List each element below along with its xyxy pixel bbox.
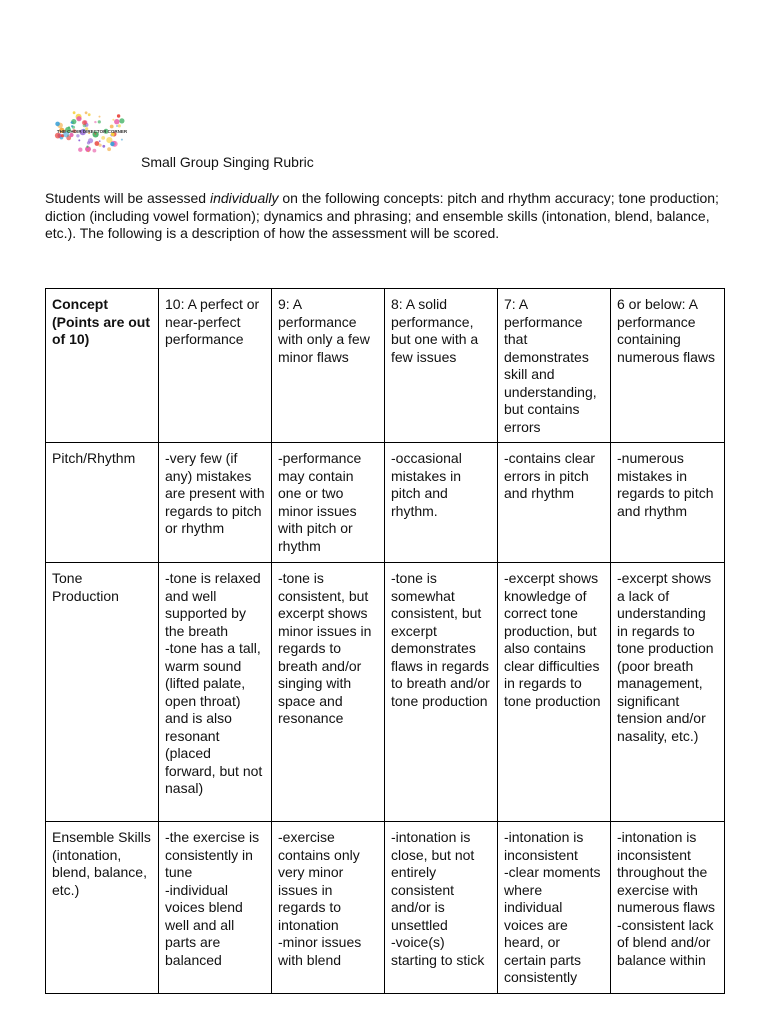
intro-text-start: Students will be assessed [45,190,210,206]
logo-confetti-dot [71,122,73,124]
criteria-line: -clear moments where individual voices are heard, or certain parts consistently [504,864,601,985]
score-7-cell [498,822,611,994]
logo-confetti-dot [117,114,120,117]
score-8-cell [385,443,498,563]
logo-confetti-dot [87,141,90,144]
score-10-cell [159,822,272,994]
score-9-cell [272,443,385,563]
score-7-cell [498,563,611,822]
logo-confetti-dot [110,125,114,129]
logo-confetti-dot [55,122,60,127]
score-10-cell [159,443,272,563]
rubric-row-pitch-rhythm [46,443,725,563]
logo-confetti-dot [116,125,118,127]
intro-paragraph [45,190,725,243]
concept-cell: Pitch/Rhythm [46,443,159,563]
criteria-line: -tone is consistent, but excerpt shows minor issues in regards to breath and/or singing with space and resonance [278,570,372,726]
criteria-line: -individual voices blend well and all parts are balanced [165,881,243,968]
criteria-line: -contains clear errors in pitch and rhythm [504,450,596,501]
logo-confetti-dot [102,145,105,148]
logo-confetti-dot [101,136,105,140]
rubric-row-ensemble-skills [46,822,725,994]
logo-confetti-dot [76,116,81,121]
logo-confetti-dot [88,113,91,116]
header-score-7: 7: A performance that demonstrates skill and understanding, but contains errors [498,289,611,443]
rubric-table [45,288,725,994]
logo-confetti-dot [76,134,79,137]
criteria-line: -intonation is inconsistent throughout the exercise with numerous flaws [617,829,716,915]
criteria-line: -exercise contains only very minor issues in regards to intonation [278,829,360,933]
logo-confetti-dot [99,116,101,118]
logo-confetti-dot [99,144,102,147]
logo-confetti-dot [93,149,97,153]
concept-cell: Tone Production [46,563,159,822]
logo-confetti-dot [112,119,114,121]
criteria-line: -tone has a tall, warm sound (lifted palate, open throat) and is also resonant (placed forward, but not nasal) [165,640,263,796]
intro-emphasis: individually [209,190,279,206]
criteria-line: -numerous mistakes in regards to pitch and rhythm [617,450,714,519]
logo-confetti-dot [94,121,96,123]
rubric-row-tone-production [46,563,725,822]
criteria-line: -the exercise is consistently in tune [165,829,260,880]
score-6-cell [611,443,725,563]
header-score-8: 8: A solid performance, but one with a few issues [385,289,498,443]
criteria-line: -intonation is inconsistent [504,829,584,863]
logo-confetti-dot [110,142,114,146]
criteria-line: -excerpt shows a lack of understanding in regards to tone production (poor breath management, significant tension and/or nasality, etc.) [617,570,714,744]
logo-confetti-dot [88,151,90,153]
document-title: Small Group Singing Rubric [141,154,314,170]
criteria-line: -intonation is close, but not entirely consistent and/or is unsettled [391,829,475,933]
score-7-cell [498,443,611,563]
criteria-line: -minor issues with blend [278,934,362,968]
logo-confetti-dot [98,120,101,123]
score-6-cell [611,822,725,994]
header-score-9: 9: A performance with only a few minor flaws [272,289,385,443]
logo-confetti-dot [119,118,124,123]
criteria-line: -excerpt shows knowledge of correct tone production, but also contains clear difficulties in regards to tone production [504,570,601,709]
intro-text-end: on the following concepts: pitch and rhythm accuracy; tone production; diction (including vowel formation); dynamics and phrasing; and ensemble skills (intonation, blend, balance, etc.). The following is a description of how the assessment will be scored. [45,190,719,242]
criteria-line: -consistent lack of blend and/or balance within [617,916,714,968]
score-9-cell [272,563,385,822]
logo-confetti-dot [86,146,88,148]
choir-director-corner-logo [50,100,134,164]
header-score-6-or-below: 6 or below: A performance containing numerous flaws [611,289,725,443]
score-9-cell [272,822,385,994]
logo-text: THE CHOIR DIRECTOR CORNER [56,129,128,134]
logo-confetti-dot [99,140,101,142]
rubric-header-row [46,289,725,443]
criteria-line: -tone is relaxed and well supported by the breath [165,570,261,639]
header-score-10: 10: A perfect or near-perfect performance [159,289,272,443]
score-6-cell [611,563,725,822]
criteria-line: -occasional mistakes in pitch and rhythm. [391,450,462,519]
criteria-line: -very few (if any) mistakes are present with regards to pitch or rhythm [165,450,265,536]
score-8-cell [385,822,498,994]
criteria-line: -performance may contain one or two minor issues with pitch or rhythm [278,450,362,554]
score-8-cell [385,563,498,822]
score-10-cell [159,563,272,822]
logo-graphic [50,100,134,164]
logo-confetti-dot [121,139,123,141]
logo-confetti-dot [78,139,80,141]
criteria-line: -tone is somewhat consistent, but excerpt demonstrates flaws in regards to breath and/or tone production [391,570,490,709]
logo-confetti-dot [78,148,82,152]
logo-confetti-dot [73,111,76,114]
criteria-line: -voice(s) starting to stick [391,934,485,968]
logo-confetti-dot [85,111,88,114]
logo-confetti-dot [107,147,111,151]
header-concept: Concept (Points are out of 10) [46,289,159,443]
logo-confetti-dot [82,120,87,125]
concept-cell: Ensemble Skills (intonation, blend, balance, etc.) [46,822,159,994]
logo-confetti-dot [114,119,119,124]
logo-confetti-dot [71,119,76,124]
logo-confetti-dot [118,124,121,127]
